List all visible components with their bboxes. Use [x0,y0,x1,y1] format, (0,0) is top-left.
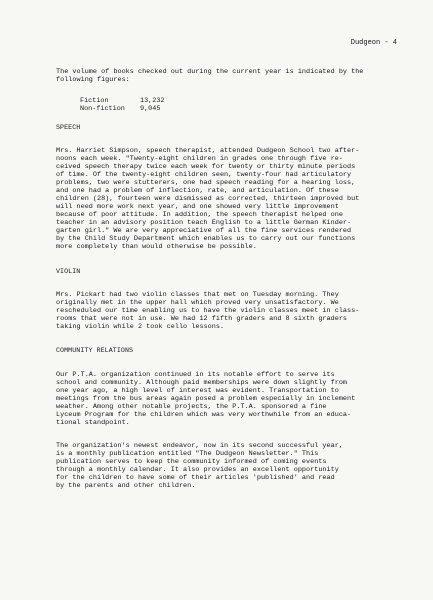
intro-line: following figures: [56,76,130,84]
community-line: by the parents and other children. [56,482,196,490]
community-line: Lyceum Program for the children which was very worthwhile from an educa- [56,411,352,419]
community-line: publication serves to keep the community informed of coming events [56,458,327,466]
speech-line: of time. Of the twenty-eight children seen, twenty-four had articulatory [56,171,352,179]
community-line: is a monthly publication entitled "The Dudgeon Newsletter." This [56,450,319,458]
section-heading-violin: VIOLIN [56,268,81,275]
violin-line: rescheduled our time enabling us to have the violin classes meet in class- [56,307,360,315]
violin-line: originally met in the upper hall which proved very unsatisfactory. We [56,299,339,307]
community-line: through a monthly calendar. It also provides an excellent opportunity [56,466,339,474]
figure-value-nonfiction: 9,045 [140,105,161,113]
section-heading-community-relations: COMMUNITY RELATIONS [56,347,134,354]
speech-line: because of poor attitude. In addition, the speech therapist helped one [56,211,343,219]
intro-line: The volume of books checked out during the current year is indicated by the [56,68,364,76]
community-line: meetings from the bus areas again posed a problem especially in inclement [56,395,356,403]
community-line: one year ago, a high level of interest was evident. Transportation to [56,387,339,395]
community-line: tional standpoint. [56,419,130,427]
community-line: weather. Among other notable projects, the P.T.A. sponsored a fine [56,403,327,411]
speech-line: children (28), fourteen were dismissed as corrected, thirteen improved but [56,195,360,203]
figure-label-nonfiction: Non-fiction [80,105,125,113]
violin-line: Mrs. Pickart had two violin classes that met on Tuesday morning. They [56,291,339,299]
community-line: The organization's newest endeavor, now in its second successful year, [56,442,343,450]
page-header: Dudgeon - 4 [350,39,397,47]
speech-line: and one had a problem of inflection, rate, and articulation. Of these [56,187,339,195]
figure-value-fiction: 13,232 [140,97,165,105]
speech-line: more completely than would otherwise be possible. [56,243,257,251]
speech-line: ceived speech therapy twice each week for twenty or thirty minute periods [56,163,356,171]
section-heading-speech: SPEECH [56,124,81,131]
speech-line: will need more work next year, and one showed very little improvement [56,203,339,211]
violin-line: rooms that were not in use. We had 12 fifth graders and 8 sixth graders [56,315,348,323]
community-line: for the children to have some of their articles 'published' and read [56,474,335,482]
violin-line: taking violin while 2 took cello lessons. [56,323,225,331]
speech-line: teacher in an advisory position teach English to a little German Kinder- [56,219,352,227]
speech-line: garten girl." We are very appreciative of all the fine services rendered [56,227,352,235]
figure-label-fiction: Fiction [80,97,109,105]
speech-line: noons each week. "Twenty-eight children in grades one through five re- [56,155,343,163]
community-line: school and community. Although paid memberships were down slightly from [56,379,348,387]
speech-line: problems, two were stutterers, one had speech reading for a hearing loss, [56,179,356,187]
community-line: Our P.T.A. organization continued in its notable effort to serve its [56,371,335,379]
speech-line: Mrs. Harriet Simpson, speech therapist, attended Dudgeon School two after- [56,147,360,155]
speech-line: by the Child Study Department which enables us to carry out our functions [56,235,356,243]
